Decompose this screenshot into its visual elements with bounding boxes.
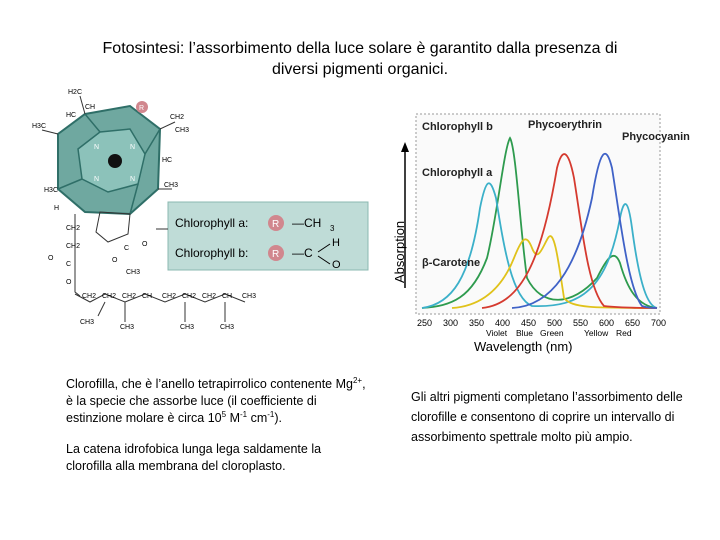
atom-label: C	[124, 245, 130, 252]
absorption-spectrum-figure	[392, 108, 704, 356]
legend-chlorophyll-b-label: Chlorophyll b:	[175, 246, 249, 260]
atom-label: CH	[222, 293, 233, 300]
legend-chlorophyll-a-subscript: 3	[330, 224, 335, 233]
n-atom: N	[94, 176, 100, 183]
atom-label: O	[142, 241, 148, 248]
x-tick-label: 600	[599, 318, 615, 328]
left-text-block	[66, 376, 366, 489]
atom-label: CH2	[202, 293, 217, 300]
series-label-phycoerythrin: Phycoerythrin	[528, 119, 602, 131]
title-line-2: diversi pigmenti organici.	[271, 61, 449, 78]
n-atom: N	[94, 144, 100, 151]
right-paragraph-1: Gli altri pigmenti completano l’assorbimento delle clorofille e consentono di coprire un intervallo di assorbimento spettrale molto più ampio.	[411, 390, 683, 444]
mg-atom	[108, 154, 122, 168]
series-label-chlorophyll-a: Chlorophyll a	[422, 167, 493, 179]
x-tick-label: 550	[573, 318, 589, 328]
series-label-beta-carotene: β-Carotene	[422, 257, 481, 269]
atom-label: CH2	[102, 293, 117, 300]
x-ticks	[417, 318, 666, 328]
atom-label: CH3	[175, 127, 190, 134]
r-group-label: R	[139, 105, 145, 112]
x-tick-label: 400	[495, 318, 511, 328]
atom-label: CH2	[66, 225, 81, 232]
atom-label: CH2	[170, 114, 185, 121]
atom-label: CH3	[164, 182, 179, 189]
atom-label: C	[66, 261, 72, 268]
legend-chlorophyll-a-group: —CH	[292, 216, 322, 230]
n-atom: N	[130, 144, 136, 151]
atom-label: CH2	[182, 293, 197, 300]
right-text-block	[411, 387, 701, 447]
atom-label: CH2	[66, 243, 81, 250]
absorption-spectrum-svg	[392, 108, 704, 356]
title-line-1: Fotosintesi: l’assorbimento della luce solare è garantito dalla presenza di	[102, 40, 618, 57]
plot-area	[416, 114, 660, 314]
atom-label: O	[66, 279, 72, 286]
atom-label: H	[54, 205, 60, 212]
atom-label: CH2	[122, 293, 137, 300]
legend-chlorophyll-a-label: Chlorophyll a:	[175, 216, 249, 230]
atom-label: CH	[142, 293, 153, 300]
atom-label: O	[48, 255, 54, 262]
band-label: Yellow	[584, 328, 609, 338]
atom-label: H3C	[32, 123, 47, 130]
n-atom: N	[130, 176, 136, 183]
x-axis-label: Wavelength (nm)	[474, 339, 573, 354]
chlorophyll-structure-svg	[30, 84, 390, 354]
x-tick-label: 700	[651, 318, 667, 328]
atom-label: CH2	[82, 293, 97, 300]
x-tick-label: 500	[547, 318, 563, 328]
atom-label: CH3	[126, 269, 141, 276]
atom-label: HC	[162, 157, 173, 164]
x-tick-label: 300	[443, 318, 459, 328]
x-tick-label: 250	[417, 318, 433, 328]
series-label-phycocyanin: Phycocyanin	[622, 131, 690, 143]
y-axis-label: Absorption	[392, 220, 407, 283]
band-label: Green	[540, 328, 564, 338]
atom-label: CH	[85, 104, 96, 111]
atom-label: CH3	[242, 293, 257, 300]
atom-label: CH2	[162, 293, 177, 300]
atom-label: CH3	[180, 324, 195, 331]
legend-chlorophyll-b-o: O	[332, 259, 341, 271]
atom-label: CH3	[220, 324, 235, 331]
porphyrin-ring	[58, 106, 160, 214]
x-tick-label: 450	[521, 318, 537, 328]
atom-label: H3C	[44, 187, 59, 194]
legend-r-label: R	[272, 219, 280, 230]
atom-label: CH3	[120, 324, 135, 331]
atom-label: H2C	[68, 89, 83, 96]
x-tick-label: 650	[625, 318, 641, 328]
band-label: Blue	[516, 328, 534, 338]
chlorophyll-structure-figure	[30, 84, 390, 354]
legend-r-label: R	[272, 249, 280, 260]
left-paragraph-1: Clorofilla, che è l’anello tetrapirrolico contenente $Mg^{2+}$, è la specie che assorbe luce (il coefficiente di estinzione molare è circa $10^5$ $M^{-1}$ $cm^{-1}$).	[66, 375, 366, 425]
legend-chlorophyll-b-group: —C	[292, 246, 313, 260]
band-labels	[486, 328, 632, 338]
atom-label: CH3	[80, 319, 95, 326]
legend-chlorophyll-b-h: H	[332, 237, 340, 249]
slide-title	[40, 38, 680, 80]
band-label: Violet	[486, 328, 508, 338]
chlorophyll-variant-legend	[156, 202, 368, 271]
x-tick-label: 350	[469, 318, 485, 328]
left-paragraph-2: La catena idrofobica lunga lega saldamente la clorofilla alla membrana del cloroplasto.	[66, 442, 322, 473]
band-label: Red	[616, 328, 632, 338]
atom-label: O	[112, 257, 118, 264]
series-label-chlorophyll-b: Chlorophyll b	[422, 121, 493, 133]
atom-label: HC	[66, 112, 77, 119]
